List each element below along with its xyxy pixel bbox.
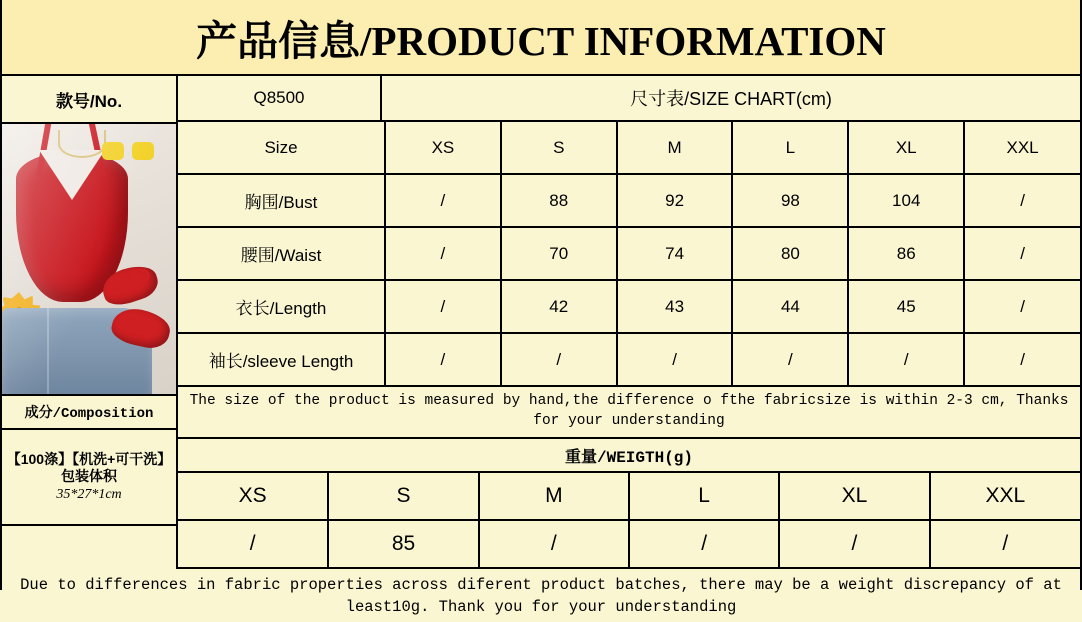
sunglasses-icon xyxy=(102,142,154,164)
necklace-icon xyxy=(58,130,106,158)
weight-value-l: / xyxy=(629,520,779,568)
size-chart-head-row xyxy=(178,122,1080,174)
waist-xs: / xyxy=(385,227,501,280)
length-l: 44 xyxy=(732,280,848,333)
length-m: 43 xyxy=(617,280,733,333)
size-chart-col-2: S xyxy=(501,122,617,174)
length-xs: / xyxy=(385,280,501,333)
style-no-row xyxy=(178,76,1080,122)
weight-table xyxy=(178,473,1080,569)
sleeve-xl: / xyxy=(848,333,964,386)
composition-header: 成分/Composition xyxy=(2,396,176,430)
vneck-icon xyxy=(39,150,105,200)
info-table xyxy=(2,76,1080,569)
weight-col-xxl: XXL xyxy=(930,473,1080,520)
bust-xl: 104 xyxy=(848,174,964,227)
waist-xxl: / xyxy=(964,227,1080,280)
bust-l: 98 xyxy=(732,174,848,227)
sleeve-xs: / xyxy=(385,333,501,386)
weight-value-xl: / xyxy=(779,520,929,568)
size-chart-col-4: L xyxy=(732,122,848,174)
waist-l: 80 xyxy=(732,227,848,280)
weight-value-xxl: / xyxy=(930,520,1080,568)
size-chart-col-1: XS xyxy=(385,122,501,174)
bust-s: 88 xyxy=(501,174,617,227)
page-title: 产品信息/PRODUCT INFORMATION xyxy=(196,17,886,64)
table-row xyxy=(178,280,1080,333)
size-chart-col-5: XL xyxy=(848,122,964,174)
waist-s: 70 xyxy=(501,227,617,280)
sleeve-m: / xyxy=(617,333,733,386)
weight-head-row xyxy=(178,473,1080,520)
length-xxl: / xyxy=(964,280,1080,333)
length-xl: 45 xyxy=(848,280,964,333)
composition-line1: 【100涤】【机洗+可干洗】包装体积 xyxy=(6,450,172,485)
table-row xyxy=(178,174,1080,227)
composition-line2: 35*27*1cm xyxy=(56,486,122,502)
sleeve-xxl: / xyxy=(964,333,1080,386)
size-chart-col-3: M xyxy=(617,122,733,174)
sleeve-l: / xyxy=(732,333,848,386)
right-column xyxy=(178,76,1080,569)
left-column xyxy=(2,76,178,569)
style-no-value: Q8500 xyxy=(178,76,382,122)
size-row-label-bust: 胸围/Bust xyxy=(178,174,385,227)
length-s: 42 xyxy=(501,280,617,333)
weight-col-xs: XS xyxy=(178,473,328,520)
product-photo xyxy=(2,124,176,396)
style-no-label: 款号/No. xyxy=(2,76,176,124)
weight-value-xs: / xyxy=(178,520,328,568)
size-row-label-sleeve: 袖长/sleeve Length xyxy=(178,333,385,386)
size-chart-table xyxy=(178,122,1080,387)
bust-xs: / xyxy=(385,174,501,227)
composition-body xyxy=(2,430,176,526)
weight-col-l: L xyxy=(629,473,779,520)
weight-value-m: / xyxy=(479,520,629,568)
size-row-label-length: 衣长/Length xyxy=(178,280,385,333)
size-chart-col-0: Size xyxy=(178,122,385,174)
product-photo-image xyxy=(2,124,176,394)
table-row xyxy=(178,227,1080,280)
size-row-label-waist: 腰围/Waist xyxy=(178,227,385,280)
footer-note: Due to differences in fabric properties across diferent product batches, there may be a weight discrepancy of at least10g. Thank you for your understanding xyxy=(20,576,1062,616)
weight-header: 重量/WEIGTH(g) xyxy=(178,439,1080,473)
size-chart-col-6: XXL xyxy=(964,122,1080,174)
page-title-bar xyxy=(2,0,1080,76)
table-row xyxy=(178,520,1080,568)
waist-xl: 86 xyxy=(848,227,964,280)
table-row xyxy=(178,333,1080,386)
weight-col-m: M xyxy=(479,473,629,520)
bust-m: 92 xyxy=(617,174,733,227)
weight-col-xl: XL xyxy=(779,473,929,520)
weight-value-s: 85 xyxy=(328,520,478,568)
bust-xxl: / xyxy=(964,174,1080,227)
sleeve-s: / xyxy=(501,333,617,386)
waist-m: 74 xyxy=(617,227,733,280)
weight-col-s: S xyxy=(328,473,478,520)
size-chart-header: 尺寸表/SIZE CHART(cm) xyxy=(382,76,1080,122)
size-measure-note: The size of the product is measured by hand,the difference o fthe fabricsize is within 2-3 cm, Thanks for your understanding xyxy=(178,387,1080,439)
